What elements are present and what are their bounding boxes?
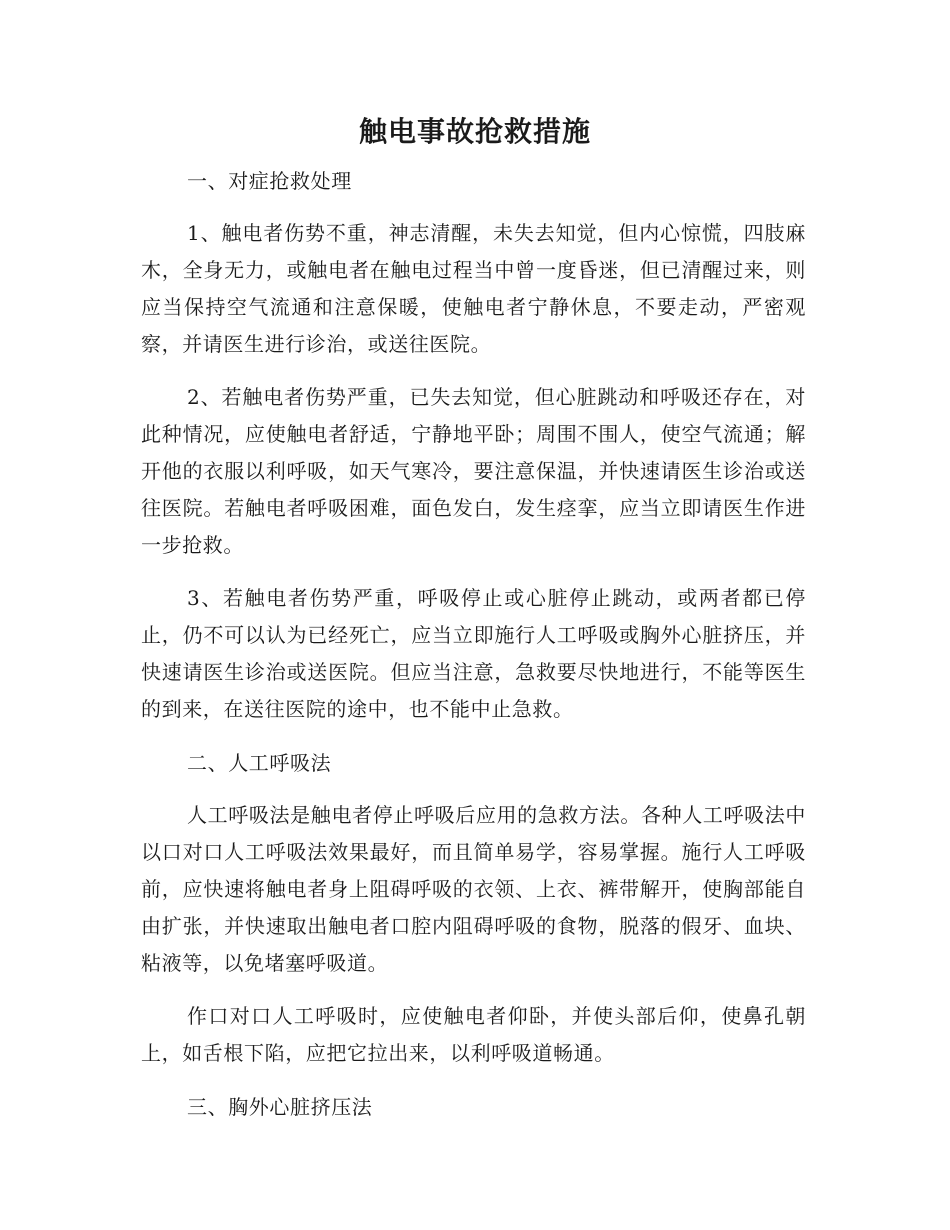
document-title: 触电事故抢救措施 (358, 115, 591, 148)
paragraph: 2、若触电者伤势严重，已失去知觉，但心脏跳动和呼吸还存在，对此种情况，应使触电者舒适，宁静地平卧；周围不围人，使空气流通；解开他的衣服以利呼吸，如天气寒冷，要注意保温，并快速请医生诊治或送往医院。若触电者呼吸困难，面色发白，发生痉挛，应当立即请医生作进一步抢救。 (141, 385, 806, 557)
paragraph: 作口对口人工呼吸时，应使触电者仰卧，并使头部后仰，使鼻孔朝上，如舌根下陷，应把它拉出来，以利呼吸道畅通。 (141, 1004, 806, 1065)
paragraph: 1、触电者伤势不重，神志清醒，未失去知觉，但内心惊慌，四肢麻木，全身无力，或触电者在触电过程当中曾一度昏迷，但已清醒过来，则应当保持空气流通和注意保暖，使触电者宁静休息，不要走动，严密观察，并请医生进行诊治，或送往医院。 (141, 221, 806, 356)
section-heading: 一、对症抢救处理 (187, 169, 352, 193)
paragraph: 3、若触电者伤势严重，呼吸停止或心脏停止跳动，或两者都已停止，仍不可以认为已经死亡，应当立即施行人工呼吸或胸外心脏挤压，并快速请医生诊治或送医院。但应当注意，急救要尽快地进行，不能等医生的到来，在送往医院的途中，也不能中止急救。 (141, 586, 806, 721)
paragraph: 人工呼吸法是触电者停止呼吸后应用的急救方法。各种人工呼吸法中以口对口人工呼吸法效果最好，而且简单易学，容易掌握。施行人工呼吸前，应快速将触电者身上阻碍呼吸的衣领、上衣、裤带解开，使胸部能自由扩张，并快速取出触电者口腔内阻碍呼吸的食物，脱落的假牙、血块、粘液等，以免堵塞呼吸道。 (141, 803, 806, 975)
section-heading: 二、人工呼吸法 (187, 751, 332, 775)
section-heading: 三、胸外心脏挤压法 (187, 1095, 373, 1119)
